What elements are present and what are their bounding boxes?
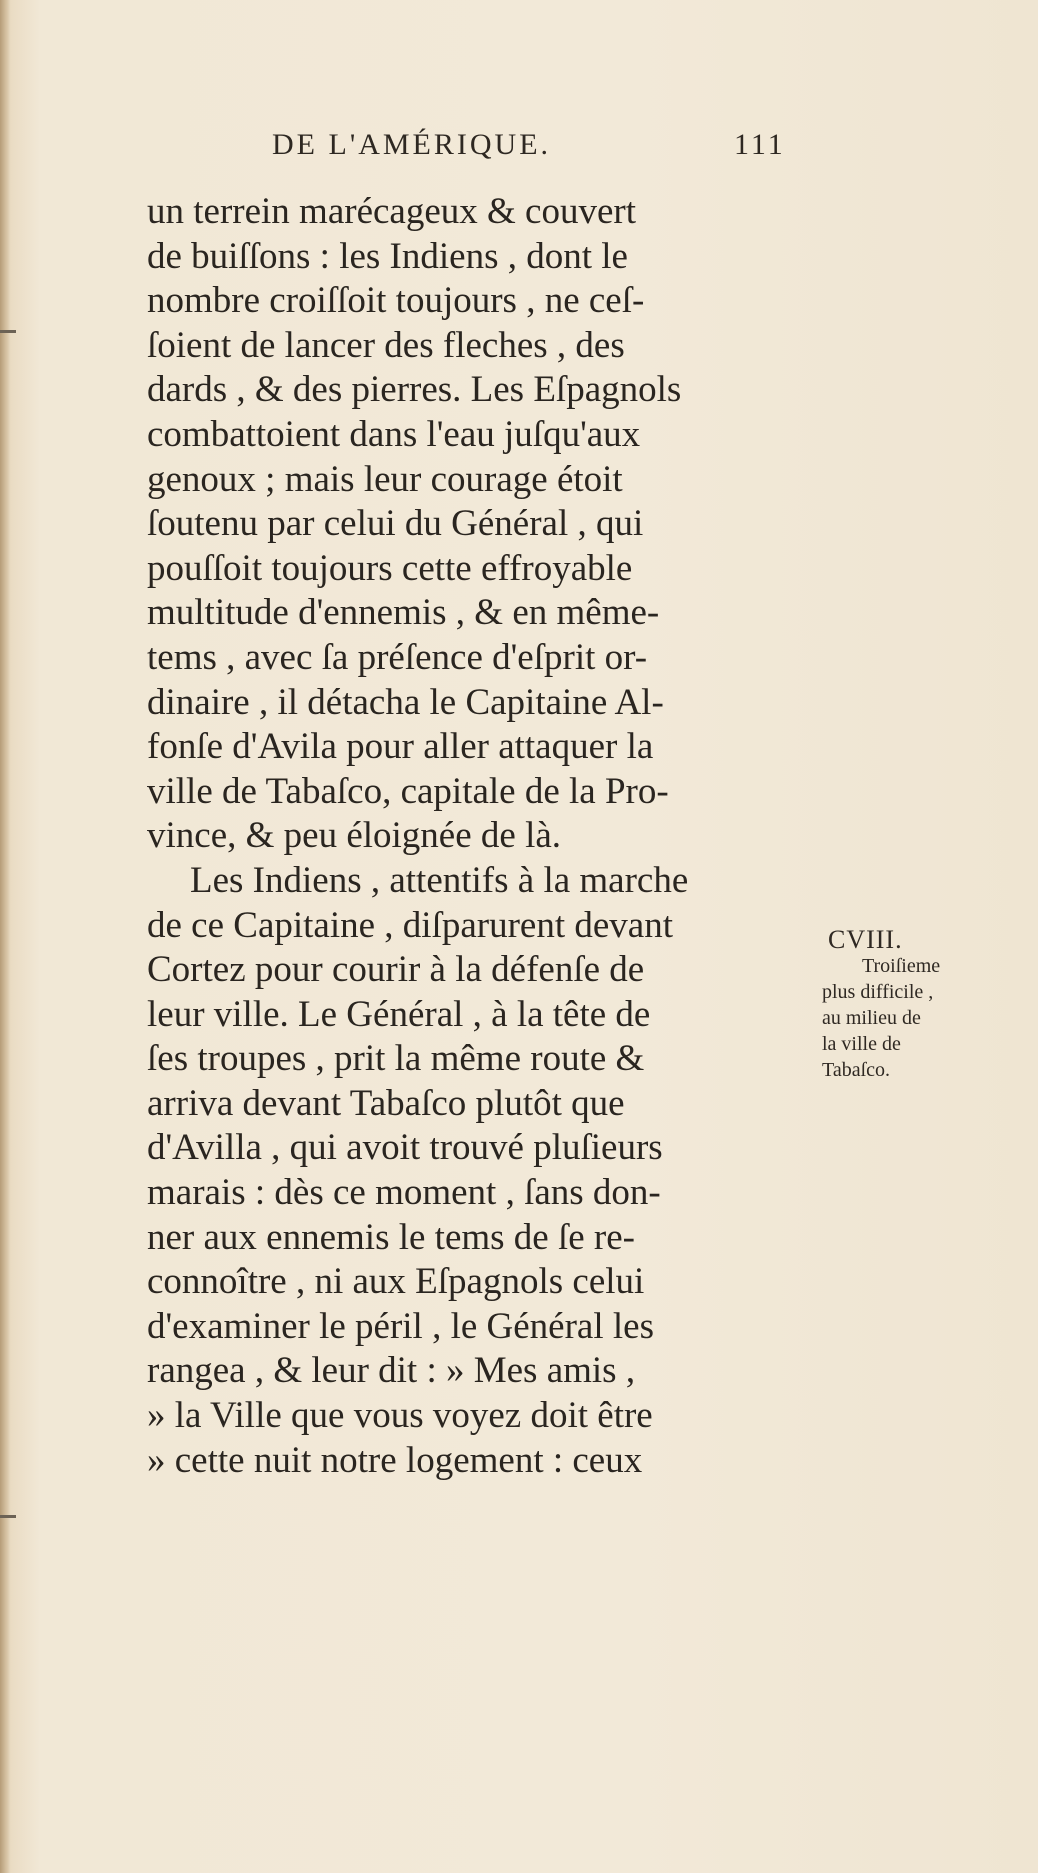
text-line: multitude d'ennemis , & en même- [147, 592, 660, 634]
text-line: pouſſoit toujours cette effroyable [147, 547, 633, 589]
text-line: arriva devant Tabaſco plutôt que [147, 1082, 625, 1124]
margin-note-line: plus difficile , [822, 981, 934, 1003]
text-line: ſes troupes , prit la même route & [147, 1038, 645, 1080]
text-line: connoître , ni aux Eſpagnols celui [147, 1261, 645, 1303]
text-line: un terrein marécageux & couvert [147, 191, 636, 232]
text-line: tems , avec ſa préſence d'eſprit or- [147, 636, 648, 678]
margin-note-number: CVIII. [828, 925, 903, 954]
text-line: ville de Tabaſco, capitale de la Pro- [147, 770, 669, 812]
text-line: ſoient de lancer des fleches , des [147, 324, 625, 366]
text-line: dards , & des pierres. Les Eſpagnols [147, 369, 682, 411]
text-line: marais : dès ce moment , ſans don- [147, 1172, 661, 1214]
text-line: » la Ville que vous voyez doit être [147, 1395, 653, 1437]
paragraph-start-line: Les Indiens , attentifs à la marche [190, 859, 689, 901]
text-line: genoux ; mais leur courage étoit [147, 458, 623, 500]
body-text [147, 190, 807, 1483]
binding-edge [0, 0, 10, 1873]
margin-note-line: Troiſieme [862, 955, 941, 977]
text-line: d'examiner le péril , le Général les [147, 1305, 654, 1347]
margin-note-line: au milieu de [822, 1007, 921, 1029]
edge-mark [0, 1515, 16, 1518]
text-line: ner aux ennemis le tems de ſe re- [147, 1216, 635, 1258]
margin-note-line: la ville de [822, 1033, 901, 1055]
text-line: de ce Capitaine , diſparurent devant [147, 904, 674, 946]
text-line: Cortez pour courir à la défenſe de [147, 949, 645, 991]
text-line: dinaire , il détacha le Capitaine Al- [147, 681, 664, 723]
running-header [272, 128, 832, 168]
page-number: 111 [734, 128, 786, 161]
text-line: d'Avilla , qui avoit trouvé pluſieurs [147, 1127, 663, 1169]
text-line: vince, & peu éloignée de là. [147, 815, 562, 857]
text-line: rangea , & leur dit : » Mes amis , [147, 1350, 636, 1392]
margin-note-line: Tabaſco. [822, 1059, 891, 1081]
text-line: fonſe d'Avila pour aller attaquer la [147, 726, 654, 768]
text-line: de buiſſons : les Indiens , dont le [147, 235, 628, 277]
edge-mark [0, 330, 16, 333]
text-line: leur ville. Le Général , à la tête de [147, 993, 651, 1035]
running-title: DE L'AMÉRIQUE. [272, 128, 552, 161]
text-line: nombre croiſſoit toujours , ne ceſ- [147, 280, 645, 322]
text-line: combattoient dans l'eau juſqu'aux [147, 413, 641, 455]
margin-note [822, 925, 992, 1083]
text-line: » cette nuit notre logement : ceux [147, 1439, 643, 1481]
text-line: ſoutenu par celui du Général , qui [147, 503, 644, 545]
